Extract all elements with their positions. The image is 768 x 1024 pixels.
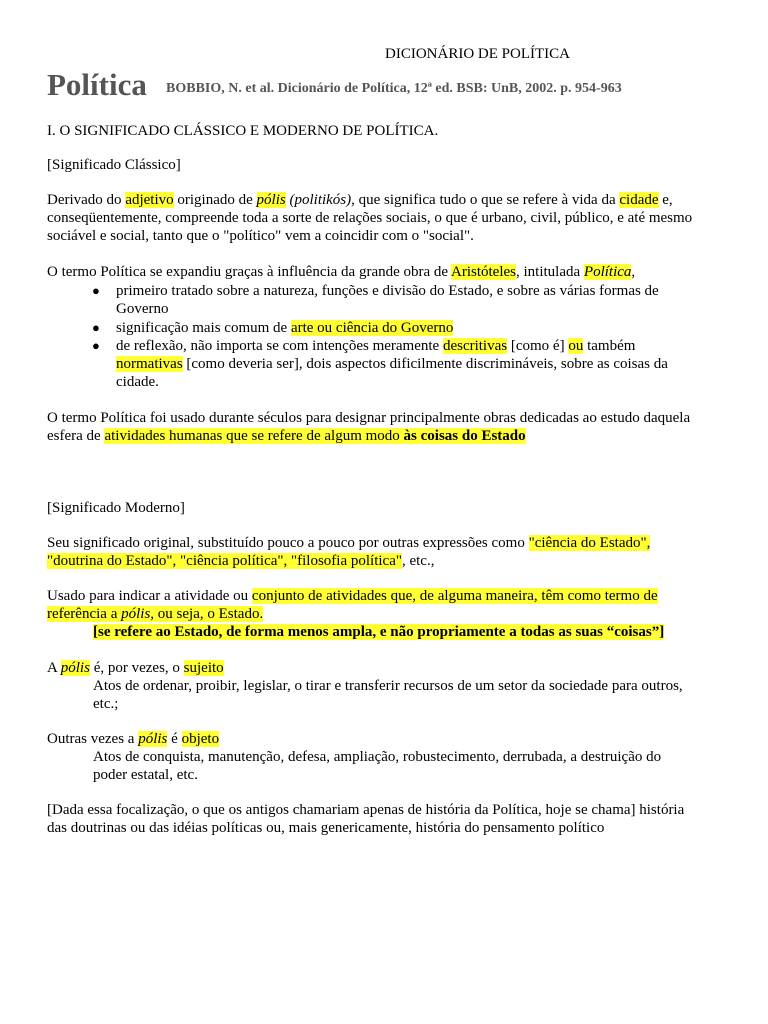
highlight-adjetivo: adjetivo	[125, 192, 174, 208]
indented-text: Atos de ordenar, proibir, legislar, o tirar e transferir recursos de um setor da sociedade para outros,	[93, 678, 683, 694]
highlight-arte-ciencia: arte ou ciência do Governo	[290, 320, 454, 336]
indented-text: poder estatal, etc.	[93, 767, 198, 783]
paragraph-derivation: Derivado do adjetivo originado de pólis (politikós), que significa tudo o que se refere à vida da cidade e,	[47, 192, 673, 208]
section-heading: I. O SIGNIFICADO CLÁSSICO E MODERNO DE POLÍTICA.	[47, 123, 439, 139]
page-title: Política	[47, 67, 147, 102]
bibliographic-reference: BOBBIO, N. et al. Dicionário de Política, 12ª ed. BSB: UnB, 2002. p. 954-963	[166, 81, 622, 96]
subheading-modern: [Significado Moderno]	[47, 500, 185, 516]
highlight-expressoes: "doutrina do Estado", "ciência política", "filosofia política"	[47, 553, 402, 569]
highlight-politica-title: Política	[583, 264, 632, 280]
highlight-aristoteles: Aristóteles	[451, 264, 517, 280]
highlight-cidade: cidade	[619, 192, 659, 208]
list-item-continuation: cidade.	[116, 374, 159, 390]
paragraph-polis-subject: A pólis é, por vezes, o sujeito	[47, 660, 224, 676]
highlight-normativas: normativas	[116, 356, 183, 372]
highlight-coisas-estado: às coisas do Estado	[403, 428, 526, 444]
paragraph-original-meaning-line2: "doutrina do Estado", "ciência política", "filosofia política", etc.,	[47, 553, 435, 569]
paragraph-activity-line2: referência a pólis, ou seja, o Estado.	[47, 606, 264, 622]
paragraph-polis-object: Outras vezes a pólis é objeto	[47, 731, 220, 747]
highlight-ciencia-estado: "ciência do Estado",	[528, 535, 651, 551]
paragraph-history: [Dada essa focalização, o que os antigos chamariam apenas de história da Política, hoje se chama] história	[47, 802, 685, 818]
highlight-ou: ou	[568, 338, 584, 354]
list-item: de reflexão, não importa se com intenções meramente descritivas [como é] ou também	[116, 338, 636, 354]
highlight-polis: pólis	[256, 192, 286, 208]
list-item-continuation: normativas [como deveria ser], dois aspectos dificilmente discrimináveis, sobre as coisas da	[116, 356, 668, 372]
paragraph-activity: Usado para indicar a atividade ou conjunto de atividades que, de alguma maneira, têm como termo de	[47, 588, 658, 604]
paragraph-derivation-line3: sociável e social, tanto que o "político" vem a coincidir com o "social".	[47, 228, 474, 244]
paragraph-history-line2: das doutrinas ou das idéias políticas ou, mais genericamente, história do pensamento político	[47, 820, 605, 836]
indented-text: etc.;	[93, 696, 119, 712]
header-top-title: DICIONÁRIO DE POLÍTICA	[385, 46, 570, 62]
indented-text: Atos de conquista, manutenção, defesa, ampliação, robustecimento, derrubada, a destruição do	[93, 749, 662, 765]
highlight-atividades-humanas: atividades humanas que se refere de algum modo	[104, 428, 404, 444]
bullet-icon: ●	[92, 283, 100, 298]
highlight-descritivas: descritivas	[442, 338, 508, 354]
bracket-note	[93, 623, 713, 641]
highlight-bracket-note: [se refere ao Estado, de forma menos ampla, e não propriamente a todas as suas “coisas”]	[93, 624, 665, 640]
paragraph-usage-line2: esfera de atividades humanas que se refere de algum modo às coisas do Estado	[47, 428, 526, 444]
highlight-conjunto-atividades: conjunto de atividades que, de alguma maneira, têm como termo de	[251, 588, 658, 604]
highlight-polis: pólis	[60, 660, 90, 676]
subheading-classic: [Significado Clássico]	[47, 157, 181, 173]
highlight-objeto: objeto	[181, 731, 220, 747]
paragraph-derivation-line2: conseqüentemente, compreende toda a sorte de relações sociais, o que é urbano, civil, público, e até mesmo	[47, 210, 693, 226]
highlight-polis: pólis	[138, 731, 168, 747]
list-item: primeiro tratado sobre a natureza, funções e divisão do Estado, e sobre as várias formas de	[116, 283, 659, 299]
paragraph-usage: O termo Política foi usado durante séculos para designar principalmente obras dedicadas ao estudo daquela	[47, 410, 691, 426]
bullet-icon: ●	[92, 338, 100, 353]
highlight-sujeito: sujeito	[183, 660, 224, 676]
paragraph-aristoteles: O termo Política se expandiu graças à influência da grande obra de Aristóteles, intitulada Política,	[47, 264, 636, 280]
bullet-icon: ●	[92, 320, 100, 335]
list-item: significação mais comum de arte ou ciência do Governo	[116, 320, 454, 336]
paragraph-original-meaning: Seu significado original, substituído pouco a pouco por outras expressões como "ciência do Estado",	[47, 535, 651, 551]
list-item-continuation: Governo	[116, 301, 169, 317]
